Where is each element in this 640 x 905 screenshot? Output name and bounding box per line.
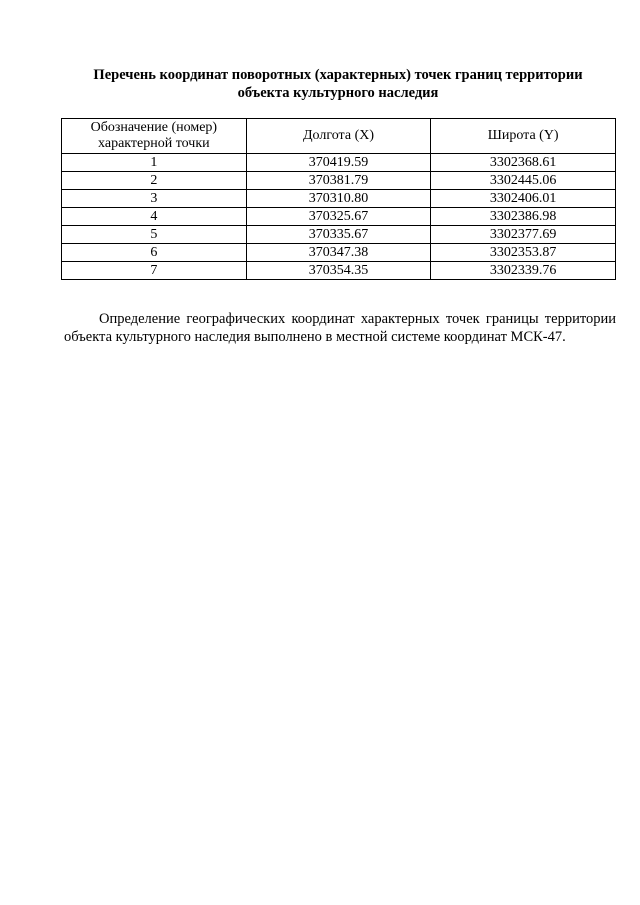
latitude-cell: 3302386.98: [431, 208, 616, 226]
table-row: [62, 244, 616, 262]
longitude-cell: 370381.79: [246, 172, 431, 190]
point-number-cell: 7: [62, 262, 247, 280]
header-point-number: Обозначение (номер) характерной точки: [62, 119, 247, 154]
table-row: [62, 226, 616, 244]
longitude-cell: 370335.67: [246, 226, 431, 244]
point-number-cell: 3: [62, 190, 247, 208]
table-row: [62, 154, 616, 172]
point-number-cell: 2: [62, 172, 247, 190]
header-longitude: Долгота (X): [246, 119, 431, 154]
title-line-1: Перечень координат поворотных (характерных) точек границ территории: [93, 67, 583, 83]
document-title: [60, 66, 616, 102]
longitude-cell: 370310.80: [246, 190, 431, 208]
point-number-cell: 5: [62, 226, 247, 244]
header-latitude: Широта (Y): [431, 119, 616, 154]
body-paragraph: Определение географических координат характерных точек границы территории объекта культурного наследия выполнено в местной системе координат МСК-47.: [64, 310, 616, 345]
coordinates-table: [61, 118, 616, 280]
point-number-cell: 1: [62, 154, 247, 172]
point-number-cell: 4: [62, 208, 247, 226]
latitude-cell: 3302339.76: [431, 262, 616, 280]
latitude-cell: 3302368.61: [431, 154, 616, 172]
table-row: [62, 208, 616, 226]
latitude-cell: 3302353.87: [431, 244, 616, 262]
title-line-2: объекта культурного наследия: [237, 85, 439, 101]
point-number-cell: 6: [62, 244, 247, 262]
table-row: [62, 262, 616, 280]
latitude-cell: 3302377.69: [431, 226, 616, 244]
longitude-cell: 370419.59: [246, 154, 431, 172]
longitude-cell: 370325.67: [246, 208, 431, 226]
latitude-cell: 3302406.01: [431, 190, 616, 208]
latitude-cell: 3302445.06: [431, 172, 616, 190]
table-row: [62, 172, 616, 190]
longitude-cell: 370347.38: [246, 244, 431, 262]
table-header-row: [62, 119, 616, 154]
table-row: [62, 190, 616, 208]
longitude-cell: 370354.35: [246, 262, 431, 280]
